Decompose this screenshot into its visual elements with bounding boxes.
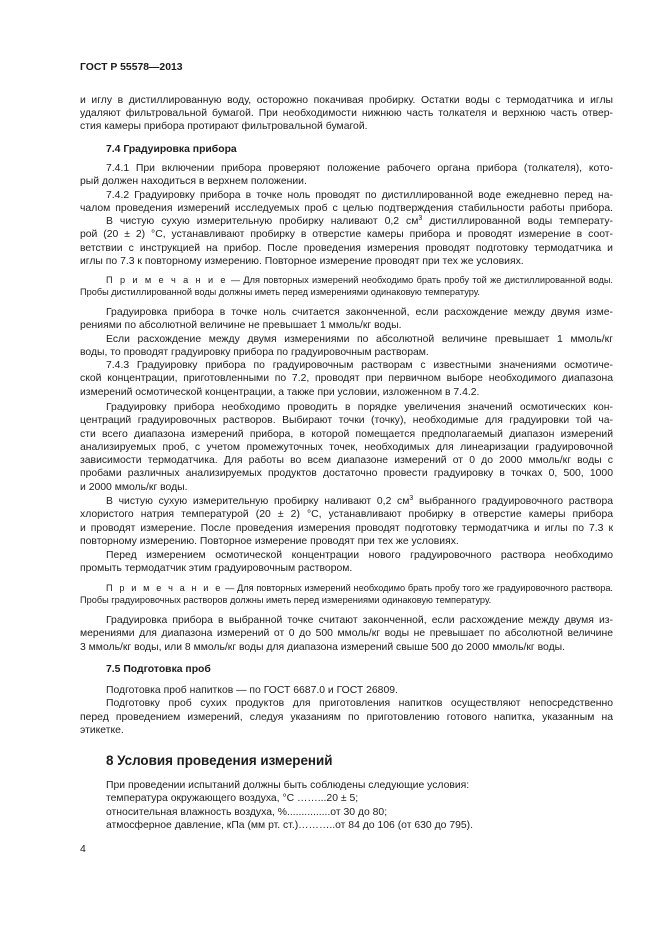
note-label: П р и м е ч а н и е: [106, 275, 228, 285]
note-line: Пробы дистиллированной воды должны иметь перед измерениями одинаковую температуру.: [80, 287, 480, 297]
text-line: 7.4.1 При включении прибора проверяют положение рабочего органа прибора (толкателя), кото-: [106, 163, 613, 174]
text-line: Подготовку проб сухих продуктов для приготовления напитков осуществляют непосредственно: [106, 698, 613, 709]
note-line: Пробы градуировочных растворов должны иметь перед измерениями одинаковую температуру.: [80, 595, 492, 605]
text-line: 3 ммоль/кг воды, или 8 ммоль/кг воды для диапазона измерений свыше 500 до 2000 ммоль/кг воды.: [80, 642, 565, 653]
text-line: рениями по абсолютной величине не превышает 1 ммоль/кг воды.: [80, 320, 402, 331]
text-line: этикетке.: [80, 725, 124, 736]
text-line: зависимости термодатчика. Для работы во всем диапазоне измерений от 0 до 2000 ммоль/кг воды с: [80, 455, 613, 466]
text-line: чалом проведения измерений исследуемых проб с целью подтверждения стабильности работы прибора.: [80, 203, 613, 214]
text-line: стия камеры прибора протирают фильтровальной бумагой.: [80, 121, 368, 132]
note-label: П р и м е ч а н и е: [106, 583, 223, 593]
text-fragment: В чистую сухую измерительную пробирку наливают 0,2 см: [106, 216, 419, 227]
text-line: ветствии с инструкцией на прибор. После проведения измерения проводят подготовку термодатчика и: [80, 243, 613, 254]
text-line: и иглу в дистиллированную воду, осторожно покачивая пробирку. Остатки воды с термодатчика и иглы: [80, 95, 613, 106]
text-line: удаляют фильтровальной бумагой. При необходимости нижнюю часть толкателя и верхнюю часть отвер-: [80, 108, 613, 119]
text-line: перед проведением измерений, следуя указаниям по приготовлению готового напитка, указанным на: [80, 712, 613, 723]
note-text: — Для повторных измерений необходимо брать пробу того же градуировочного раствора.: [222, 583, 613, 593]
text-line: хлористого натрия температурой (20 ± 2) °С, устанавливают пробирку в отверстие камеры прибора: [80, 509, 613, 520]
text-fragment: дистиллированной воды температу-: [422, 216, 613, 227]
text-line: Перед измерением осмотической концентрации нового градуировочного раствора необходимо: [106, 550, 613, 561]
text-line: Градуировка прибора в выбранной точке считают законченной, если расхождение между двумя из-: [106, 615, 613, 626]
superscript: 3: [418, 215, 423, 222]
text-line: Если расхождение между двумя измерениями по абсолютной величине превышает 1 ммоль/кг: [106, 334, 613, 345]
text-line: ской концентрации, приготовленными по 7.2, проводят при первичном выборе необходимого диапазона: [80, 373, 613, 384]
text-line: 7.4.3 Градуировку прибора по градуировочным растворам с известными значениями осмотиче-: [106, 360, 613, 371]
text-fragment: выбранного градуировочного раствора: [413, 496, 613, 507]
text-line: промыть термодатчик этим градуировочным раствором.: [80, 563, 353, 574]
text-line: атмосферное давление, кПа (мм рт. ст.)………..от 84 до 106 (от 630 до 795).: [106, 820, 473, 831]
note-text: — Для повторных измерений необходимо брать пробу той же дистиллированной воды.: [227, 275, 613, 285]
text-line: рой (20 ± 2) °С, устанавливают пробирку в отверстие камеры прибора и проводят измерение в соот-: [80, 229, 613, 240]
text-line: иглы по 7.3 к повторному измерению. Повторное измерение проводят при тех же условиях.: [80, 256, 524, 267]
section-heading-7-4: 7.4 Градуировка прибора: [106, 144, 237, 155]
text-line: относительная влажность воздуха, %...............от 30 до 80;: [106, 807, 388, 818]
text-line: и проводят измерение. После проведения измерения проводят подготовку термодатчика и иглы по 7.3 к: [80, 523, 613, 534]
text-line: Подготовка проб напитков — по ГОСТ 6687.0 и ГОСТ 26809.: [106, 685, 398, 696]
text-line: мерениями для диапазона измерений от 0 до 500 ммоль/кг воды не превышает по абсолютной величине: [80, 628, 613, 639]
text-line: пробами различных анализируемых продуктов достаточно провести градуировку в точках 0, 500, 1000: [80, 468, 613, 479]
text-line: [106, 495, 613, 508]
page-number: 4: [80, 844, 86, 855]
text-line: центраций градуировочных растворов. Выбирают точки (точку), необходимые для градуировки той ча-: [80, 415, 613, 426]
text-line: температура окружающего воздуха, °С ……...20 ± 5;: [106, 793, 359, 804]
text-line: сти всего диапазона измерений прибора, в которой помещается предполагаемый диапазон измерений: [80, 429, 613, 440]
section-heading-7-5: 7.5 Подготовка проб: [106, 664, 211, 675]
text-line: [106, 215, 613, 228]
text-fragment: В чистую сухую измерительную пробирку наливают 0,2 см: [106, 496, 410, 507]
text-line: анализируемых проб, с учетом промежуточных точек, необходимых для линеаризации градуировочной: [80, 442, 613, 453]
text-line: 7.4.2 Градуировку прибора в точке ноль проводят по дистиллированной воде ежедневно перед на-: [106, 190, 613, 201]
text-line: Градуировку прибора необходимо проводить в порядке увеличения значений осмотических кон-: [106, 402, 613, 413]
superscript: 3: [409, 495, 414, 502]
text-line: рый должен находиться в верхнем положении.: [80, 176, 307, 187]
text-line: Градуировка прибора в точке ноль считается законченной, если расхождение между двумя изме-: [106, 307, 613, 318]
text-line: и 2000 ммоль/кг воды.: [80, 482, 188, 493]
text-line: повторному измерению. Повторное измерение проводят при тех же условиях.: [80, 536, 459, 547]
section-heading-8: 8 Условия проведения измерений: [106, 753, 333, 768]
text-line: измерений осмотической концентрации, а также при условии, изложенном в 7.4.2.: [80, 387, 480, 398]
document-header: ГОСТ Р 55578—2013: [80, 62, 183, 73]
text-line: воды, то проводят градуировку прибора по градуировочным растворам.: [80, 347, 429, 358]
text-line: При проведении испытаний должны быть соблюдены следующие условия:: [106, 780, 470, 791]
